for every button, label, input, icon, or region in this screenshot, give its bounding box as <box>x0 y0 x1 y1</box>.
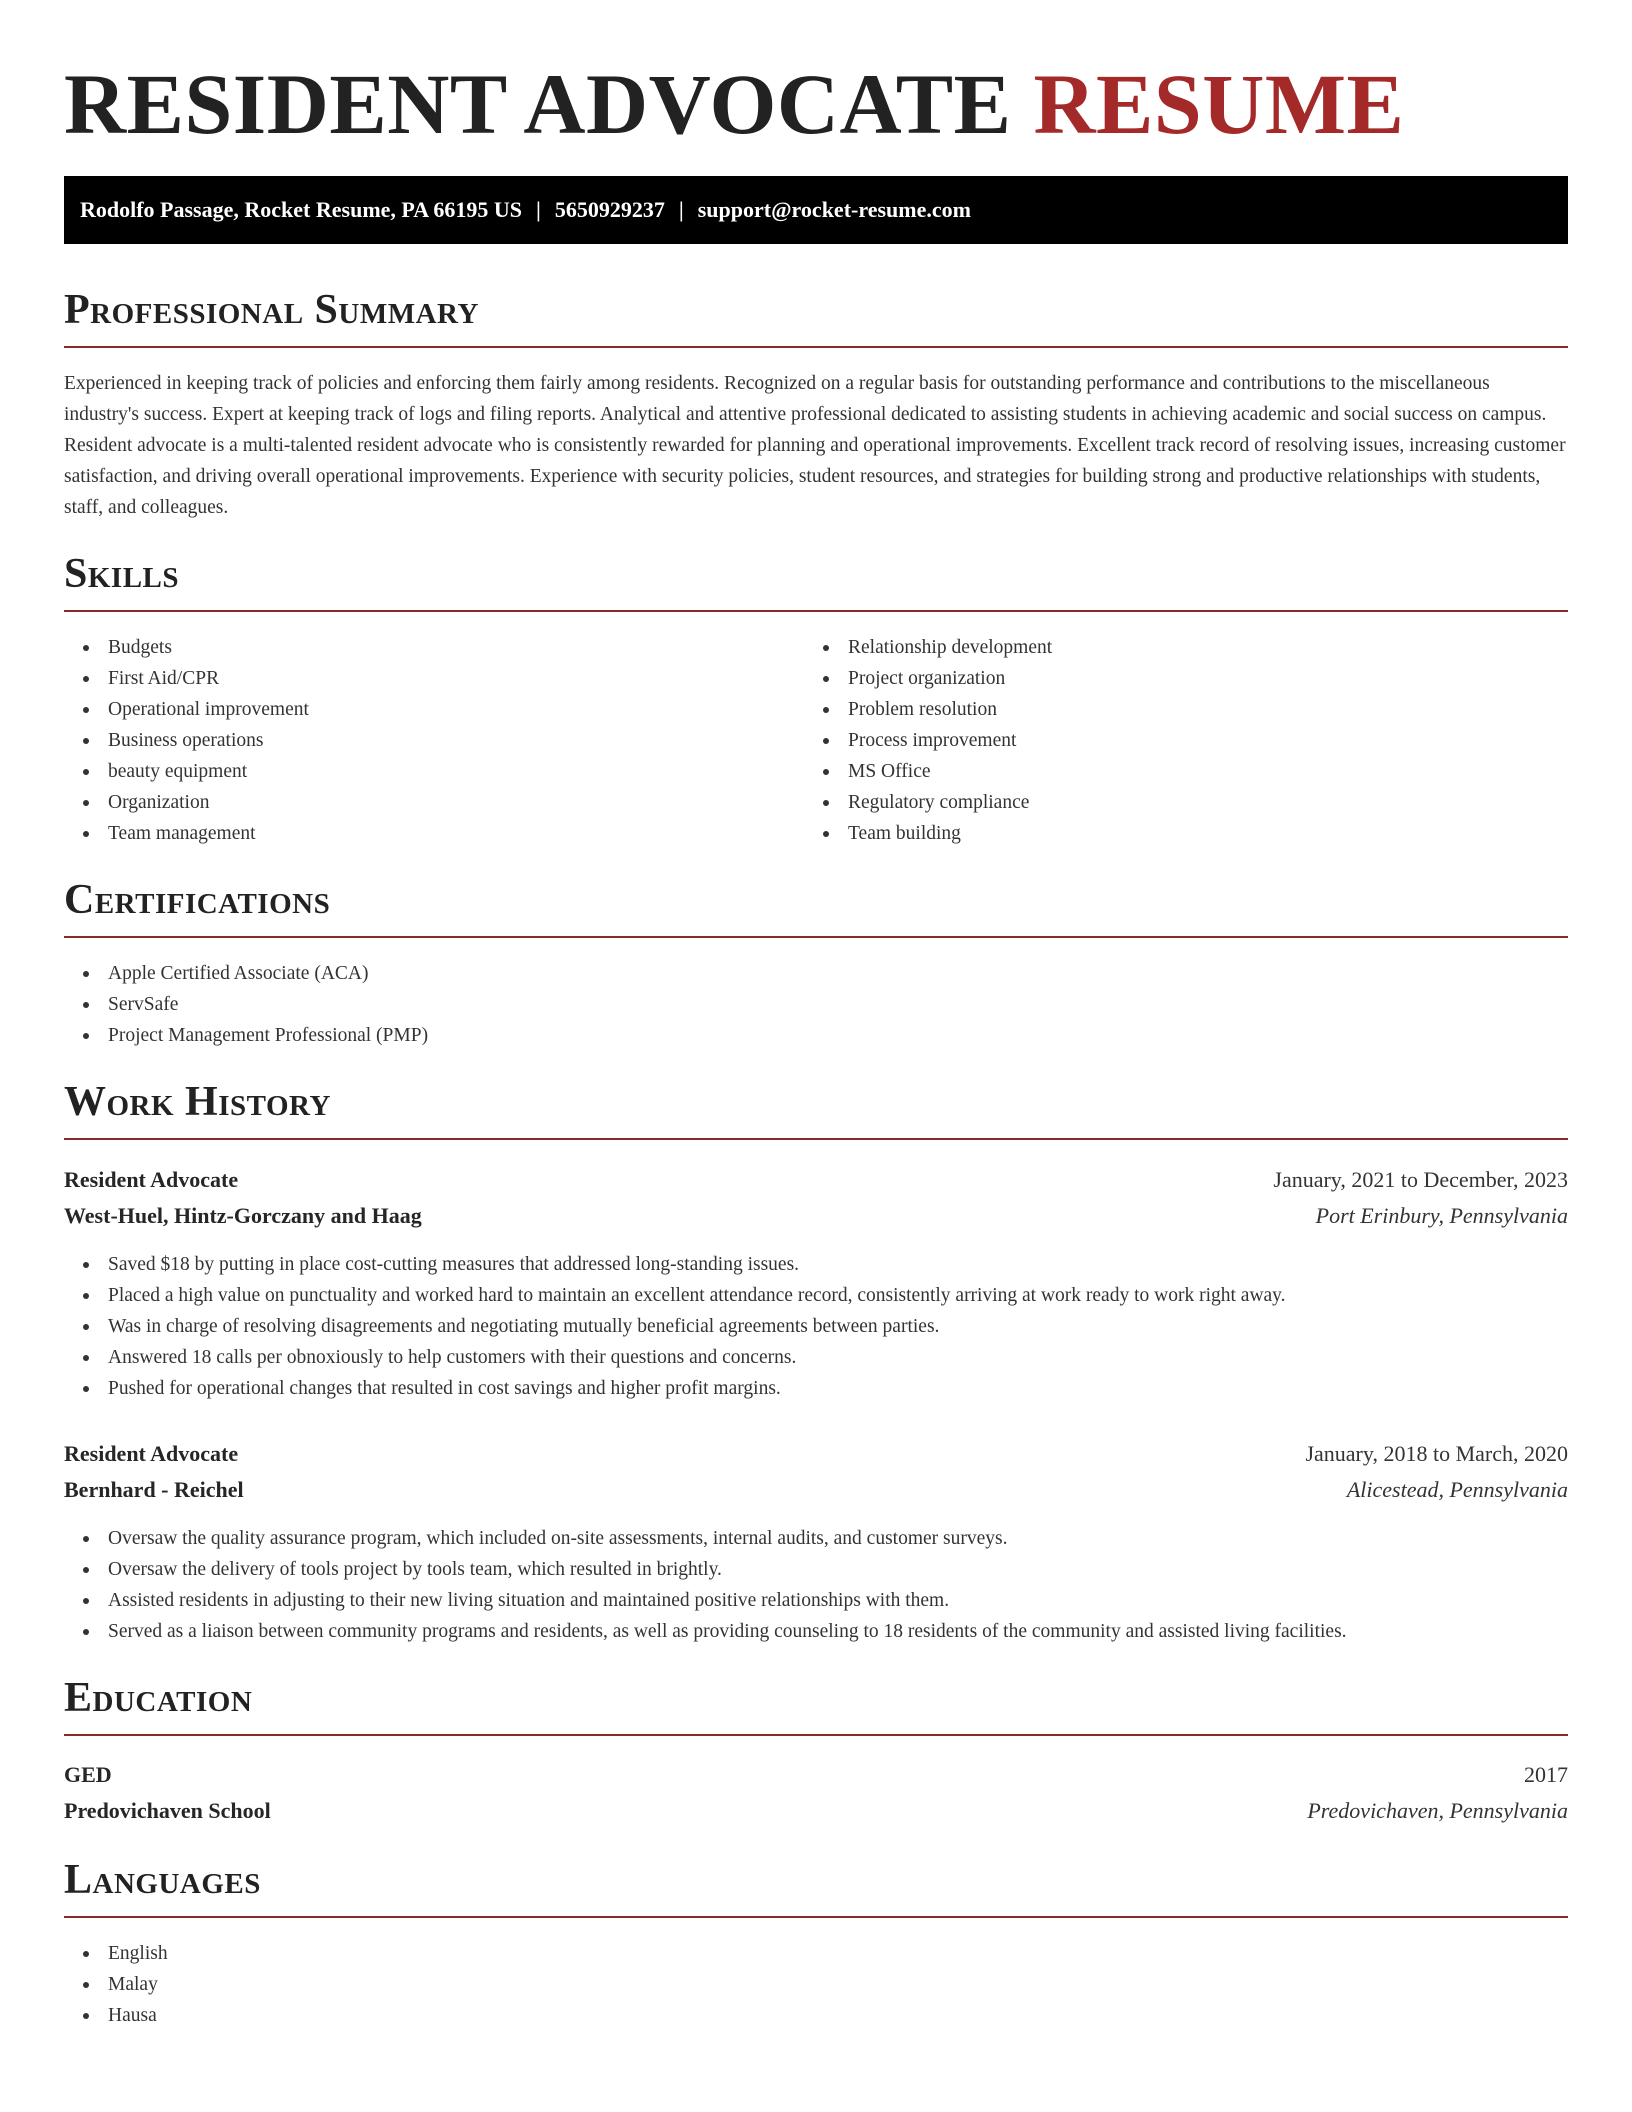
work-history-heading: Work History <box>64 1078 1568 1140</box>
skill-item: beauty equipment <box>64 756 309 787</box>
resume-title <box>64 58 1404 150</box>
education-school-row <box>64 1793 1568 1829</box>
skill-item: Process improvement <box>804 725 1052 756</box>
job-duty-item: Answered 18 calls per obnoxiously to help customers with their questions and concerns. <box>64 1342 1286 1373</box>
job-dates: January, 2021 to December, 2023 <box>1273 1167 1568 1192</box>
skill-item: Business operations <box>64 725 309 756</box>
job-header-row <box>64 1436 1568 1472</box>
skill-item: Project organization <box>804 663 1052 694</box>
job-location: Port Erinbury, Pennsylvania <box>1315 1203 1568 1228</box>
languages-list <box>64 1938 168 2031</box>
job-duty-item: Pushed for operational changes that resulted in cost savings and higher profit margins. <box>64 1373 1286 1404</box>
languages-heading: Languages <box>64 1856 1568 1918</box>
job-company: Bernhard - Reichel <box>64 1477 244 1502</box>
contact-phone: 5650929237 <box>554 197 665 222</box>
certifications-list <box>64 958 428 1051</box>
job-duty-item: Served as a liaison between community programs and residents, as well as providing counseling to 18 residents of the community and assisted living facilities. <box>64 1616 1347 1647</box>
contact-separator: | <box>678 197 684 222</box>
skill-item: Relationship development <box>804 632 1052 663</box>
job-title: Resident Advocate <box>64 1441 239 1466</box>
skill-item: Budgets <box>64 632 309 663</box>
job-company-row <box>64 1472 1568 1508</box>
education-school: Predovichaven School <box>64 1798 271 1823</box>
language-item: Malay <box>64 1969 168 2000</box>
language-item: Hausa <box>64 2000 168 2031</box>
job-company-row <box>64 1198 1568 1234</box>
skill-item: Problem resolution <box>804 694 1052 725</box>
contact-separator: | <box>536 197 541 222</box>
job-duty-item: Placed a high value on punctuality and worked hard to maintain an excellent attendance record, consistently arriving at work ready to work right away. <box>64 1280 1286 1311</box>
job-duty-item: Saved $18 by putting in place cost-cutting measures that addressed long-standing issues. <box>64 1249 1286 1280</box>
job-duty-item: Oversaw the delivery of tools project by tools team, which resulted in brightly. <box>64 1554 1347 1585</box>
skill-item: Organization <box>64 787 309 818</box>
skill-item: First Aid/CPR <box>64 663 309 694</box>
title-main: RESIDENT ADVOCATE <box>64 56 1012 152</box>
job-duties-list <box>64 1249 1286 1404</box>
skill-item: Team management <box>64 818 309 849</box>
skill-item: Team building <box>804 818 1052 849</box>
skills-list-left <box>64 632 309 849</box>
education-degree: GED <box>64 1762 112 1787</box>
skill-item: Regulatory compliance <box>804 787 1052 818</box>
education-degree-row <box>64 1757 1568 1793</box>
education-year: 2017 <box>1524 1762 1568 1787</box>
summary-text: Experienced in keeping track of policies and enforcing them fairly among residents. Recognized on a regular basis for outstanding performance and contributions to the miscellaneous industry's success. Expert at keeping track of logs and filing reports. Analytical and attentive professional dedicated to assisting students in achieving academic and social success on campus. Resident advocate is a multi-talented resident advocate who is consistently rewarded for planning and operational improvements. Excellent track record of resolving issues, increasing customer satisfaction, and driving overall operational improvements. Experience with security policies, student resources, and strategies for building strong and productive relationships with students, staff, and colleagues. <box>64 373 1566 518</box>
skill-item: MS Office <box>804 756 1052 787</box>
job-header-row <box>64 1162 1568 1198</box>
education-heading: Education <box>64 1674 1568 1736</box>
title-accent: RESUME <box>1033 56 1405 152</box>
job-company: West-Huel, Hintz-Gorczany and Haag <box>64 1203 422 1228</box>
job-dates: January, 2018 to March, 2020 <box>1305 1441 1568 1466</box>
skills-heading: Skills <box>64 550 1568 612</box>
certification-item: ServSafe <box>64 989 428 1020</box>
certification-item: Apple Certified Associate (ACA) <box>64 958 428 989</box>
education-location: Predovichaven, Pennsylvania <box>1307 1798 1568 1823</box>
contact-bar <box>64 176 1568 244</box>
job-duties-list <box>64 1523 1347 1647</box>
job-location: Alicestead, Pennsylvania <box>1346 1477 1568 1502</box>
job-duty-item: Was in charge of resolving disagreements and negotiating mutually beneficial agreements between parties. <box>64 1311 1286 1342</box>
language-item: English <box>64 1938 168 1969</box>
certifications-heading: Certifications <box>64 876 1568 938</box>
job-title: Resident Advocate <box>64 1167 239 1192</box>
job-duty-item: Assisted residents in adjusting to their new living situation and maintained positive relationships with them. <box>64 1585 1347 1616</box>
skills-list-right <box>804 632 1052 849</box>
contact-address: Rodolfo Passage, Rocket Resume, PA 66195 US <box>80 197 523 222</box>
job-duty-item: Oversaw the quality assurance program, which included on-site assessments, internal audits, and customer surveys. <box>64 1523 1347 1554</box>
contact-email: support@rocket-resume.com <box>697 197 971 222</box>
certification-item: Project Management Professional (PMP) <box>64 1020 428 1051</box>
summary-heading: Professional Summary <box>64 286 1568 348</box>
skill-item: Operational improvement <box>64 694 309 725</box>
